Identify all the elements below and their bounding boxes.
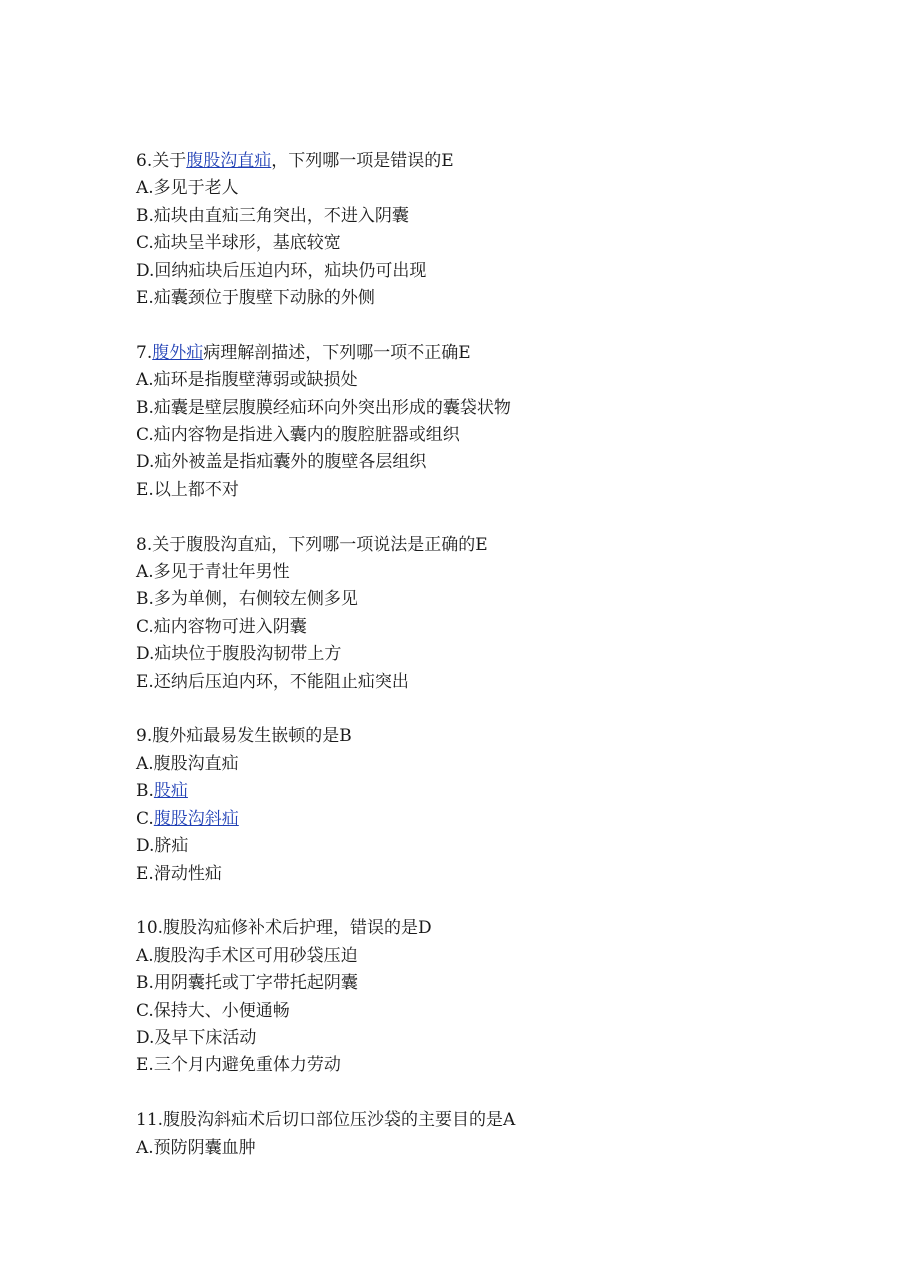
question-10 bbox=[136, 915, 866, 1079]
option-b: B.疝块由直疝三角突出，不进入阴囊 bbox=[136, 205, 409, 226]
option-a: A.多见于老人 bbox=[136, 178, 239, 199]
option-b: B.股疝 bbox=[136, 781, 188, 802]
document-page bbox=[136, 148, 866, 1189]
question-9 bbox=[136, 723, 866, 887]
option-a: A.多见于青壮年男性 bbox=[136, 562, 290, 583]
term-link-zhishan[interactable]: 腹股沟直疝 bbox=[186, 151, 272, 171]
question-6 bbox=[136, 148, 866, 312]
option-c: C.疝内容物可进入阴囊 bbox=[136, 616, 307, 637]
option-e: E.滑动性疝 bbox=[136, 863, 222, 884]
option-d: D.回纳疝块后压迫内环，疝块仍可出现 bbox=[136, 260, 427, 281]
option-e: E.还纳后压迫内环，不能阻止疝突出 bbox=[136, 671, 409, 692]
question-stem: 8.关于腹股沟直疝，下列哪一项说法是正确的E bbox=[136, 534, 488, 555]
option-b: B.用阴囊托或丁字带托起阴囊 bbox=[136, 973, 358, 994]
option-b: B.多为单侧，右侧较左侧多见 bbox=[136, 589, 358, 610]
option-c: C.保持大、小便通畅 bbox=[136, 1000, 290, 1021]
option-d: D.及早下床活动 bbox=[136, 1027, 257, 1048]
term-link-fuwaishan[interactable]: 腹外疝 bbox=[152, 342, 204, 363]
option-c: C.腹股沟斜疝 bbox=[136, 808, 239, 829]
option-e: E.以上都不对 bbox=[136, 479, 239, 500]
option-e: E.三个月内避免重体力劳动 bbox=[136, 1055, 341, 1076]
option-d: D.脐疝 bbox=[136, 836, 189, 857]
option-a: A.腹股沟直疝 bbox=[136, 753, 239, 774]
option-a: A.疝环是指腹壁薄弱或缺损处 bbox=[136, 370, 358, 391]
question-stem: 7.腹外疝病理解剖描述，下列哪一项不正确E bbox=[136, 342, 471, 363]
question-8 bbox=[136, 532, 866, 696]
option-a: A.预防阴囊血肿 bbox=[136, 1137, 256, 1158]
question-stem: 11.腹股沟斜疝术后切口部位压沙袋的主要目的是A bbox=[136, 1110, 516, 1131]
term-link-xieshan[interactable]: 腹股沟斜疝 bbox=[153, 808, 239, 829]
option-d: D.疝外被盖是指疝囊外的腹壁各层组织 bbox=[136, 452, 427, 473]
option-d: D.疝块位于腹股沟韧带上方 bbox=[136, 644, 342, 665]
question-stem: 9.腹外疝最易发生嵌顿的是B bbox=[136, 726, 352, 747]
option-a: A.腹股沟手术区可用砂袋压迫 bbox=[136, 945, 358, 966]
term-link-gushan[interactable]: 股疝 bbox=[153, 781, 188, 802]
option-b: B.疝囊是壁层腹膜经疝环向外突出形成的囊袋状物 bbox=[136, 397, 511, 418]
option-c: C.疝块呈半球形，基底较宽 bbox=[136, 233, 341, 254]
question-11 bbox=[136, 1107, 866, 1162]
question-stem: 6.关于腹股沟直疝，下列哪一项是错误的E bbox=[136, 151, 454, 171]
question-stem: 10.腹股沟疝修补术后护理，错误的是D bbox=[136, 918, 432, 939]
option-c: C.疝内容物是指进入囊内的腹腔脏器或组织 bbox=[136, 425, 460, 446]
question-7 bbox=[136, 340, 866, 504]
option-e: E.疝囊颈位于腹壁下动脉的外侧 bbox=[136, 288, 375, 309]
